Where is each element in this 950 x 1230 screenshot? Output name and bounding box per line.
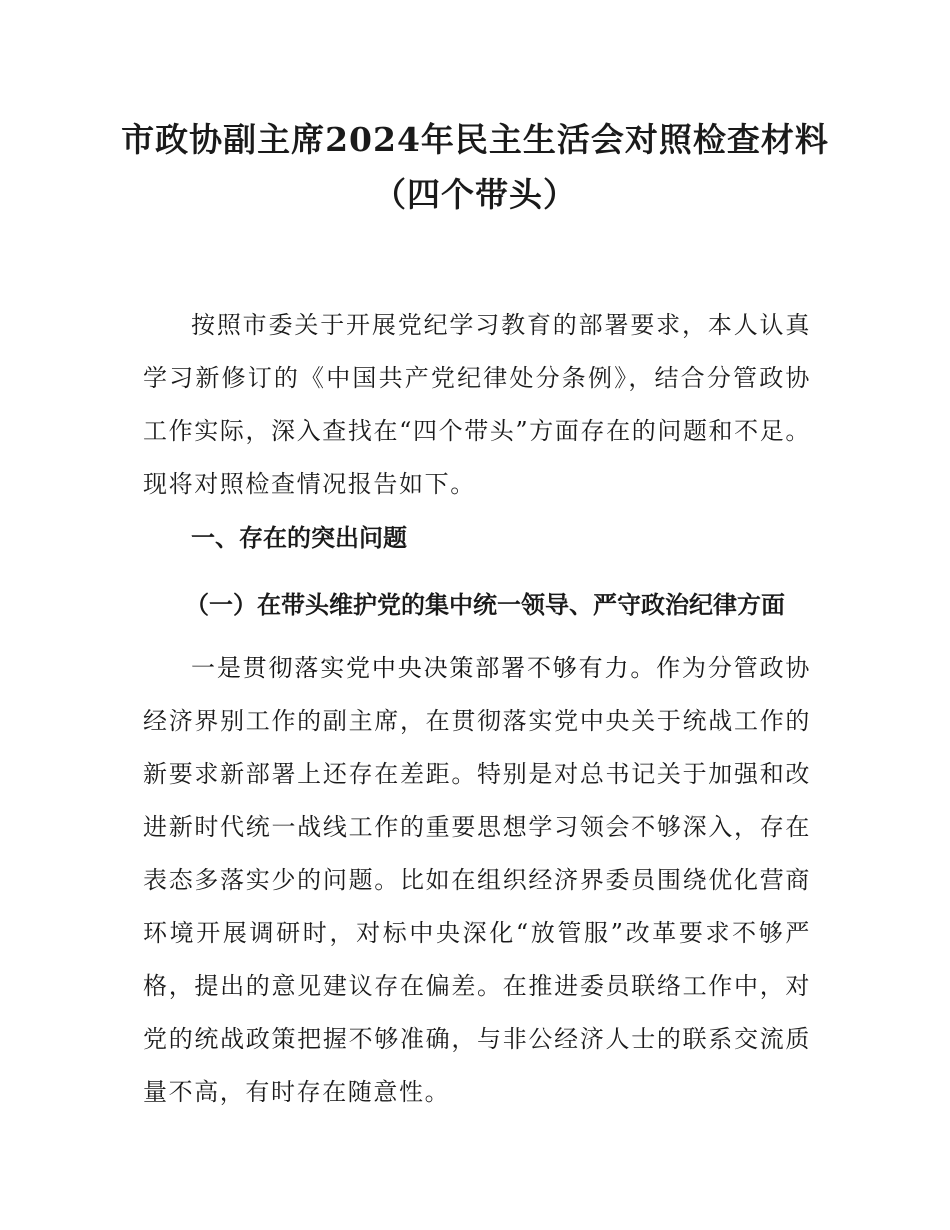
subsection-heading: （一）在带头维护党的集中统一领导、严守政治纪律方面 bbox=[185, 591, 785, 619]
section-heading: 一、存在的突出问题 bbox=[191, 524, 407, 552]
point-one-lead: 一是贯彻落实党中央决策部署不够有力。 bbox=[191, 654, 657, 682]
document-title: 市政协副主席2024年民主生活会对照检查材料（四个带头） bbox=[121, 120, 829, 214]
point-one-body: 作为分管政协经济界别工作的副主席，在贯彻落实党中央关于统战工作的新要求新部署上还存在差距。特别是对总书记关于加强和改进新时代统一战线工作的重要思想学习领会不够深入，存在表态多落实少的问题。比如在组织经济界委员围绕优化营商环境开展调研时，对标中央深化“放管服”改革要求不够严格，提出的意见建议存在偏差。在推进委员联络工作中，对党的统战政策把握不够准确，与非公经济人士的联系交流质量不高，有时存在随意性。 bbox=[143, 654, 811, 1106]
intro-paragraph: 按照市委关于开展党纪学习教育的部署要求，本人认真学习新修订的《中国共产党纪律处分条例》，结合分管政协工作实际，深入查找在“四个带头”方面存在的问题和不足。现将对照检查情况报告如下。 bbox=[143, 311, 811, 498]
point-one-paragraph bbox=[143, 642, 811, 1119]
